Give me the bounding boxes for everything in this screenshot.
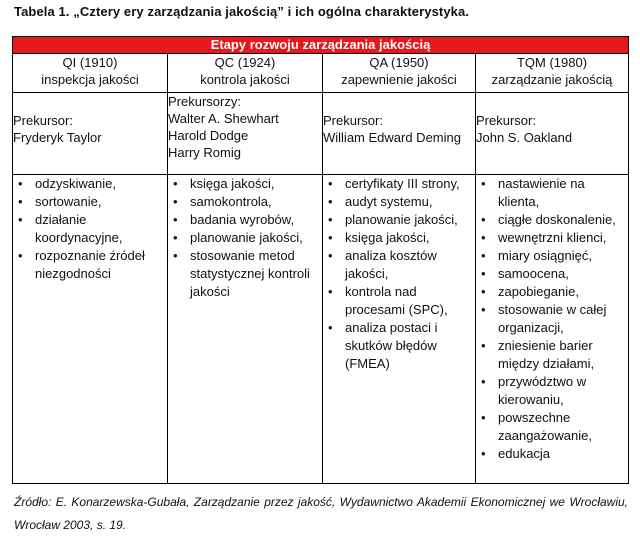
list-item: • nastawienie na klienta, <box>498 175 628 211</box>
precursor-name: Walter A. Shewhart <box>168 111 279 126</box>
features-cell-qc <box>168 175 323 484</box>
era-header-qc <box>168 54 323 93</box>
features-cell-qa <box>323 175 476 484</box>
precursor-name: Harry Romig <box>168 145 241 160</box>
list-item: • miary osiągnięć, <box>498 247 628 265</box>
precursor-label: Prekursor: <box>13 113 73 128</box>
list-item: • certyfikaty III strony, <box>345 175 475 193</box>
precursor-cell-qi <box>13 93 168 175</box>
list-item: • samoocena, <box>498 265 628 283</box>
table-banner: Etapy rozwoju zarządzania jakością <box>13 37 629 54</box>
precursor-cell-tqm <box>476 93 629 175</box>
list-item: • analiza kosztów jakości, <box>345 247 475 283</box>
era-name: kontrola jakości <box>200 72 290 87</box>
era-code: QC (1924) <box>214 55 276 70</box>
list-item: • audyt systemu, <box>345 193 475 211</box>
list-item: • zniesienie barier między działami, <box>498 337 628 373</box>
era-name: zarządzanie jakością <box>491 72 613 87</box>
list-item: • przywództwo w kierowaniu, <box>498 373 628 409</box>
features-cell-tqm <box>476 175 629 484</box>
table-caption: Tabela 1. „Cztery ery zarządzania jakością” i ich ogólna charakterystyka. <box>14 4 470 19</box>
era-code: QI (1910) <box>62 55 118 70</box>
list-item: • księga jakości, <box>190 175 322 193</box>
list-item: • księga jakości, <box>345 229 475 247</box>
era-name: zapewnienie jakości <box>341 72 457 87</box>
precursor-name: William Edward Deming <box>323 130 461 145</box>
precursor-label: Prekursor: <box>323 113 383 128</box>
era-header-qi <box>13 54 168 93</box>
feature-list <box>476 175 628 463</box>
list-item: • sortowanie, <box>35 193 167 211</box>
list-item: • wewnętrzni klienci, <box>498 229 628 247</box>
feature-list <box>13 175 167 283</box>
list-item: • samokontrola, <box>190 193 322 211</box>
source-note: Źródło: E. Konarzewska-Gubała, Zarządzanie przez jakość, Wydawnictwo Akademii Ekonomicznej we Wrocławiu, Wrocław 2003, s. 19. <box>14 495 628 532</box>
list-item: • ciągłe doskonalenie, <box>498 211 628 229</box>
era-code: QA (1950) <box>369 55 429 70</box>
era-header-row <box>13 54 629 93</box>
precursor-label: Prekursor: <box>476 113 536 128</box>
precursor-cell-qa <box>323 93 476 175</box>
era-header-tqm <box>476 54 629 93</box>
list-item: • rozpoznanie źródeł niezgodności <box>35 247 167 283</box>
era-header-qa <box>323 54 476 93</box>
precursor-cell-qc <box>168 93 323 175</box>
list-item: • planowanie jakości, <box>190 229 322 247</box>
list-item: • działanie koordynacyjne, <box>35 211 167 247</box>
list-item: • kontrola nad procesami (SPC), <box>345 283 475 319</box>
features-cell-qi <box>13 175 168 484</box>
era-code: TQM (1980) <box>516 55 588 70</box>
list-item: • zapobieganie, <box>498 283 628 301</box>
list-item: • powszechne zaangażowanie, <box>498 409 628 445</box>
list-item: • stosowanie metod statystycznej kontroli jakości <box>190 247 322 301</box>
list-item: • stosowanie w całej organizacji, <box>498 301 628 337</box>
list-item: • analiza postaci i skutków błędów (FMEA) <box>345 319 475 373</box>
features-row <box>13 175 629 484</box>
precursor-name: Harold Dodge <box>168 128 249 143</box>
precursor-name: Fryderyk Taylor <box>13 130 102 145</box>
feature-list <box>168 175 322 301</box>
precursor-name: John S. Oakland <box>476 130 573 145</box>
feature-list <box>323 175 475 373</box>
precursor-label: Prekursorzy: <box>168 94 241 109</box>
list-item: • badania wyrobów, <box>190 211 322 229</box>
precursor-row <box>13 93 629 175</box>
list-item: • edukacja <box>498 445 628 463</box>
list-item: • odzyskiwanie, <box>35 175 167 193</box>
quality-eras-table <box>12 36 629 484</box>
list-item: • planowanie jakości, <box>345 211 475 229</box>
era-name: inspekcja jakości <box>41 72 139 87</box>
